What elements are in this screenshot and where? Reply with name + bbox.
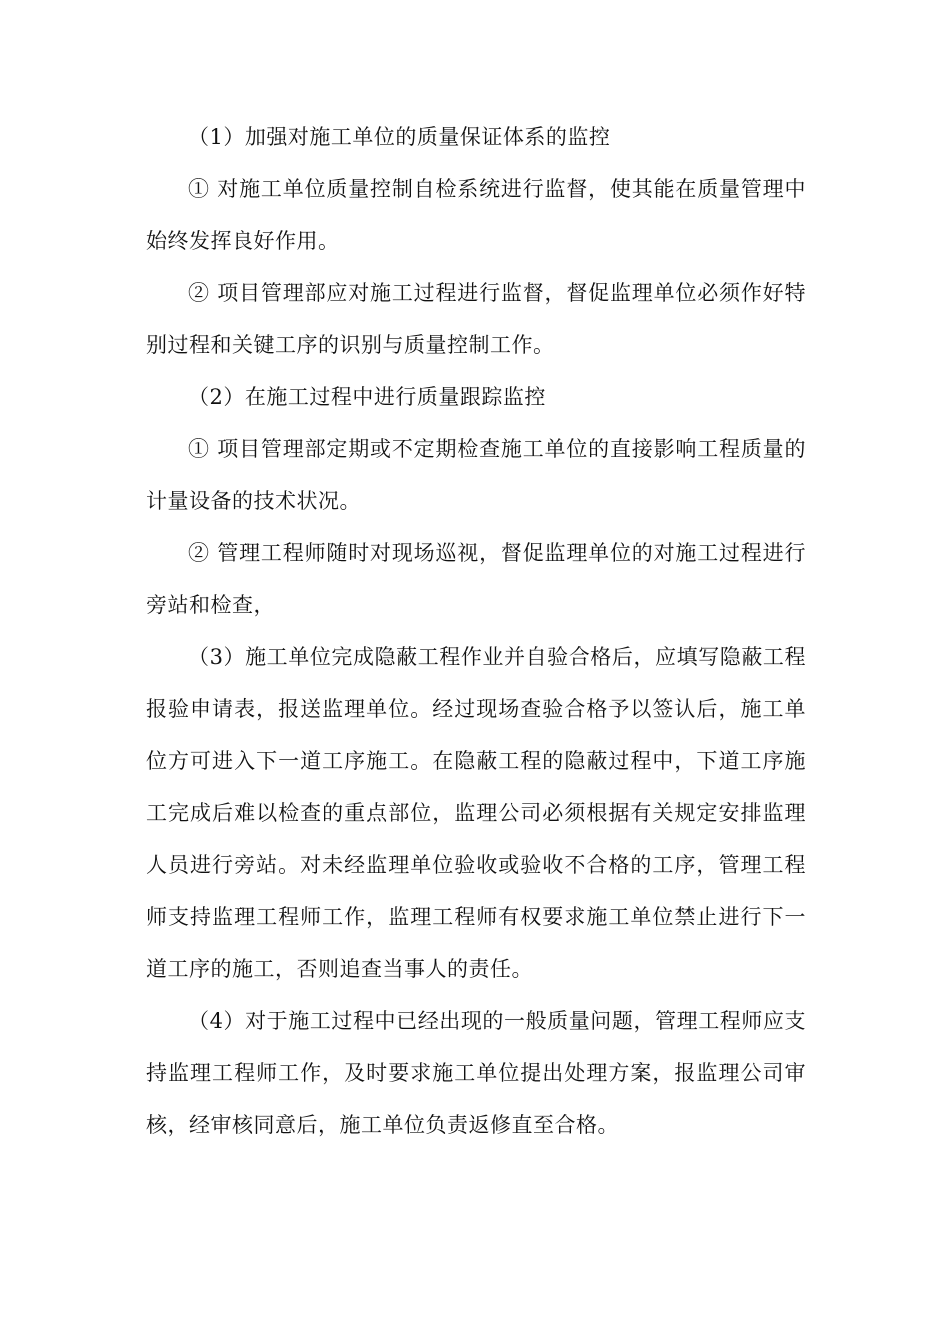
paragraph-section-4: （4）对于施工过程中已经出现的一般质量问题，管理工程师应支持监理工程师工作，及时要求施工单位提出处理方案，报监理公司审核，经审核同意后，施工单位负责返修直至合格。	[146, 1009, 806, 1137]
section-heading-1: （1）加强对施工单位的质量保证体系的监控	[188, 125, 611, 149]
paragraph-section-3: （3）施工单位完成隐蔽工程作业并自验合格后，应填写隐蔽工程报验申请表，报送监理单位。经过现场查验合格予以签认后，施工单位方可进入下一道工序施工。在隐蔽工程的隐蔽过程中，下道工序施工完成后难以检查的重点部位，监理公司必须根据有关规定安排监理人员进行旁站。对未经监理单位验收或验收不合格的工序，管理工程师支持监理工程师工作，监理工程师有权要求施工单位禁止进行下一道工序的施工，否则追查当事人的责任。	[146, 645, 806, 981]
paragraph-item-2-1: ① 项目管理部定期或不定期检查施工单位的直接影响工程质量的计量设备的技术状况。	[146, 437, 806, 513]
document-body	[146, 111, 806, 1151]
section-heading-2: （2）在施工过程中进行质量跟踪监控	[188, 385, 546, 409]
paragraph-item-1-2: ② 项目管理部应对施工过程进行监督，督促监理单位必须作好特别过程和关键工序的识别与质量控制工作。	[146, 281, 806, 357]
paragraph-item-2-2: ② 管理工程师随时对现场巡视，督促监理单位的对施工过程进行旁站和检查，	[146, 541, 806, 617]
paragraph-item-1-1: ① 对施工单位质量控制自检系统进行监督，使其能在质量管理中始终发挥良好作用。	[146, 177, 806, 253]
